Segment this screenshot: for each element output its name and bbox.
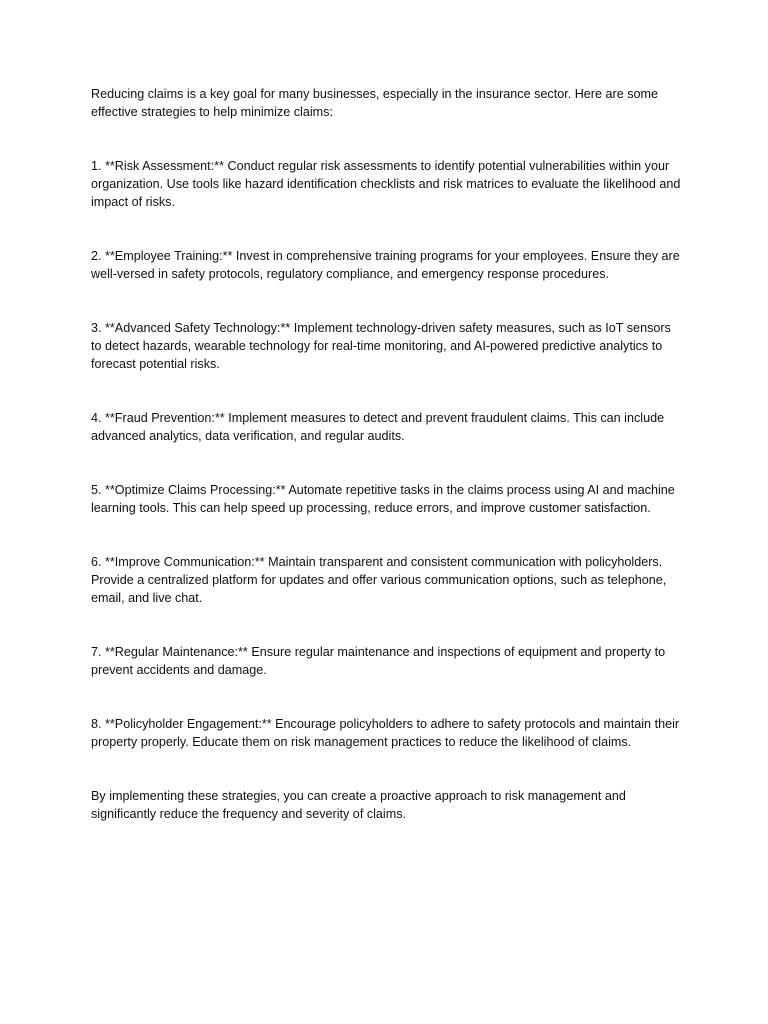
strategy-item-8: 8. **Policyholder Engagement:** Encourage policyholders to adhere to safety protocols and maintain their property properly. Educate them on risk management practices to reduce the likelihood of claims. [91,717,680,749]
document-body [91,85,681,823]
strategy-item-4: 4. **Fraud Prevention:** Implement measures to detect and prevent fraudulent claims. This can include advanced analytics, data verification, and regular audits. [91,411,665,443]
strategy-item-5: 5. **Optimize Claims Processing:** Automate repetitive tasks in the claims process using AI and machine learning tools. This can help speed up processing, reduce errors, and improve customer satisfaction. [91,483,675,515]
strategy-item-2: 2. **Employee Training:** Invest in comprehensive training programs for your employees. Ensure they are well-versed in safety protocols, regulatory compliance, and emergency response procedures. [91,249,680,281]
intro-paragraph: Reducing claims is a key goal for many businesses, especially in the insurance sector. Here are some effective strategies to help minimize claims: [91,87,658,119]
strategy-item-1: 1. **Risk Assessment:** Conduct regular risk assessments to identify potential vulnerabilities within your organization. Use tools like hazard identification checklists and risk matrices to evaluate the likelihood and impact of risks. [91,159,681,209]
strategy-item-7: 7. **Regular Maintenance:** Ensure regular maintenance and inspections of equipment and property to prevent accidents and damage. [91,645,666,677]
strategy-item-6: 6. **Improve Communication:** Maintain transparent and consistent communication with policyholders. Provide a centralized platform for updates and offer various communication options, such as telephone, email, and live chat. [91,555,667,605]
strategy-item-3: 3. **Advanced Safety Technology:** Implement technology-driven safety measures, such as IoT sensors to detect hazards, wearable technology for real-time monitoring, and AI-powered predictive analytics to forecast potential risks. [91,321,671,371]
conclusion-paragraph: By implementing these strategies, you can create a proactive approach to risk management and significantly reduce the frequency and severity of claims. [91,789,626,821]
